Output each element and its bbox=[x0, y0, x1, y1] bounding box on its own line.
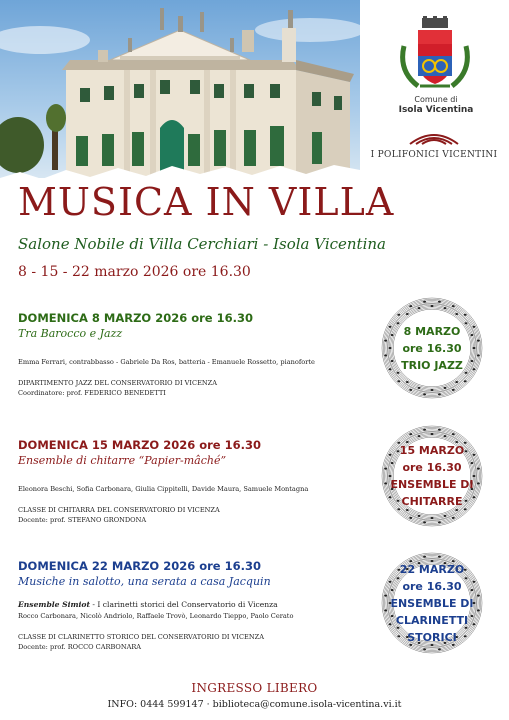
badge-line: CLARINETTI bbox=[395, 613, 469, 627]
event-ensemble bbox=[18, 600, 368, 609]
comune-coat-of-arms bbox=[396, 16, 474, 94]
event-docente: Coordinatore: prof. FEDERICO BENEDETTI bbox=[18, 389, 166, 397]
event-subtitle: Musiche in salotto, una serata a casa Jacquin bbox=[18, 575, 271, 588]
badge-event-3 bbox=[376, 547, 488, 659]
badge-text bbox=[388, 547, 476, 659]
event-performers: Eleonora Beschi, Sofia Carbonara, Giulia Cippitelli, Davide Maura, Samuele Montagna bbox=[18, 485, 309, 493]
comune-name: Isola Vicentina bbox=[398, 105, 474, 115]
event-3 bbox=[18, 559, 368, 651]
badge-line: ore 16.30 bbox=[402, 341, 462, 355]
ensemble-description: - I clarinetti storici del Conservatorio di Vicenza bbox=[89, 600, 278, 609]
free-entry: INGRESSO LIBERO bbox=[191, 681, 318, 695]
venue-subtitle: Salone Nobile di Villa Cerchiari - Isola Vicentina bbox=[18, 235, 386, 253]
event-title: DOMENICA 22 MARZO 2026 ore 16.30 bbox=[18, 559, 261, 573]
event-title: DOMENICA 15 MARZO 2026 ore 16.30 bbox=[18, 438, 261, 452]
poster-title: MUSICA IN VILLA bbox=[18, 180, 395, 224]
concert-dates: 8 - 15 - 22 marzo 2026 ore 16.30 bbox=[18, 264, 251, 280]
badge-text bbox=[388, 420, 476, 532]
badge-line: STORICI bbox=[407, 630, 457, 644]
event-performers: Rocco Carbonara, Nicolò Andriolo, Raffaele Trovò, Leonardo Tieppo, Paolo Cerato bbox=[18, 612, 294, 620]
comune-prefix: Comune di bbox=[414, 95, 458, 104]
event-subtitle: Ensemble di chitarre “Papier-mâché” bbox=[18, 454, 227, 467]
event-department: CLASSE DI CHITARRA DEL CONSERVATORIO DI VICENZA bbox=[18, 506, 220, 514]
badge-event-1 bbox=[376, 292, 488, 404]
event-subtitle: Tra Barocco e Jazz bbox=[18, 327, 123, 340]
polifonici-arches-logo bbox=[406, 130, 462, 146]
badge-line: ENSEMBLE DI bbox=[390, 596, 474, 610]
badge-text bbox=[388, 292, 476, 404]
badge-line: 15 MARZO bbox=[399, 444, 465, 457]
contact-info[interactable]: INFO: 0444 599147 · biblioteca@comune.isola-vicentina.vi.it bbox=[107, 699, 402, 710]
badge-line: TRIO JAZZ bbox=[401, 358, 463, 372]
event-1 bbox=[18, 311, 368, 397]
event-performers: Emma Ferrari, contrabbasso - Gabriele Da Ros, batteria - Emanuele Rossetto, pianoforte bbox=[18, 358, 315, 366]
badge-event-2 bbox=[376, 420, 488, 532]
badge-line: ore 16.30 bbox=[402, 461, 462, 474]
choir-name: I POLIFONICI VICENTINI bbox=[370, 150, 498, 160]
ensemble-name: Ensemble Simiot bbox=[18, 600, 90, 609]
badge-line: ENSEMBLE DI bbox=[390, 478, 474, 491]
event-department: CLASSE DI CLARINETTO STORICO DEL CONSERVATORIO DI VICENZA bbox=[18, 633, 264, 641]
comune-label bbox=[386, 94, 486, 116]
event-docente: Docente: prof. STEFANO GRONDONA bbox=[18, 516, 147, 524]
badge-line: CHITARRE bbox=[401, 495, 463, 508]
event-title: DOMENICA 8 MARZO 2026 ore 16.30 bbox=[18, 311, 253, 325]
event-department: DIPARTIMENTO JAZZ DEL CONSERVATORIO DI VICENZA bbox=[18, 379, 218, 387]
badge-line: ore 16.30 bbox=[402, 579, 462, 593]
event-docente: Docente: prof. ROCCO CARBONARA bbox=[18, 643, 142, 651]
event-2 bbox=[18, 438, 368, 524]
badge-line: 8 MARZO bbox=[403, 324, 461, 338]
badge-line: 22 MARZO bbox=[399, 562, 465, 576]
